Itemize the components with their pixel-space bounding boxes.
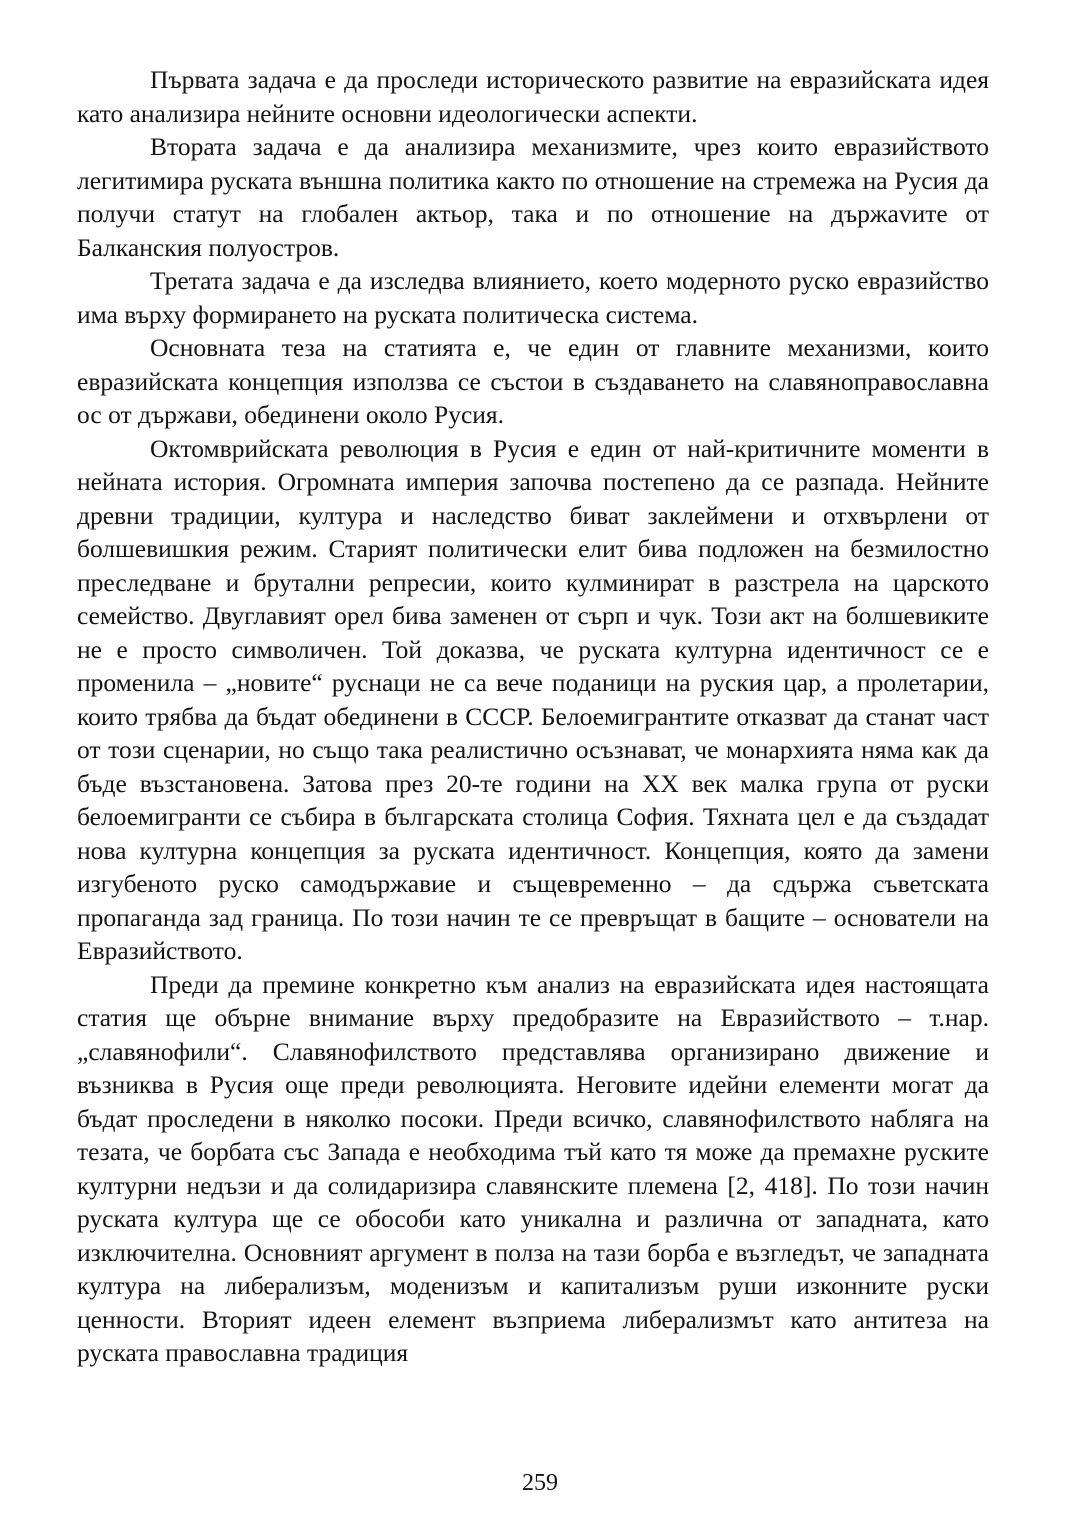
paragraph-3: Третата задача е да изследва влиянието, което модерното руско евразийство има върху формирането на руската политическа система. <box>77 266 989 329</box>
body-text <box>77 63 989 1370</box>
paragraph-6: Преди да премине конкретно към анализ на евразийската идея настоящата статия ще обърне внимание върху предобразите на Евразийството – т.нар. „славянофили“. Славянофилството представлява организирано движение и възниква в Русия още преди революцията. Неговите идейни елементи могат да бъдат проследени в няколко посоки. Преди всичко, славянофилството набляга на тезата, че борбата със Запада е необходима тъй като тя може да премахне руските културни недъзи и да солидаризира славянските племена [2, 418]. По този начин руската култура ще се обособи като уникална и различна от западната, като изключителна. Основният аргумент в полза на тази борба е възгледът, че западната култура на либерализъм, моденизъм и капитализъм руши изконните руски ценности. Вторият идеен елемент възприема либерализмът като антитеза на руската православна традиция <box>77 969 989 1367</box>
paragraph-4: Основната теза на статията е, че един от главните механизми, които евразийската концепция използва се състои в създаването на славяноправославна ос от държави, обединени около Русия. <box>77 333 989 429</box>
paragraph-1: Първата задача е да проследи историческото развитие на евразийската идея като анализира нейните основни идеологически аспекти. <box>77 65 989 128</box>
paragraph-2: Втората задача е да анализира механизмите, чрез които евразийството легитимира руската външна политика както по отношение на стремежа на Русия да получи статут на глобален актьор, така и по отношение на държаvите от Балканския полуостров. <box>77 132 989 262</box>
page-number: 259 <box>522 1470 558 1496</box>
paragraph-5: Октомврийската революция в Русия е един от най-критичните моменти в нейната история. Огромната империя започва постепено да се разпада. Нейните древни традиции, култура и наследство биват заклеймени и отхвърлени от болшевишкия режим. Старият политически елит бива подложен на безмилостно преследване и брутални репресии, които кулминират в разстрела на царското семейство. Двуглавият орел бива заменен от сърп и чук. Този акт на болшевиките не е просто символичен. Той доказва, че руската културна идентичност се е променила – „новите“ руснаци не са вече поданици на руския цар, а пролетарии, които трябва да бъдат обединени в СССР. Белоемигрантите отказват да станат част от този сценарии, но също така реалистично осъзнават, че монархията няма как да бъде възстановена. Затова през 20-те години на ХХ век малка група от руски белоемигранти се събира в българската столица София. Тяхната цел е да създадат нова културна концепция за руската идентичност. Концепция, която да замени изгубеното руско самодържавие и същевременно – да сдържа съветската пропаганда зад граница. По този начин те се превръщат в бащите – основатели на Евразийството. <box>77 433 989 965</box>
